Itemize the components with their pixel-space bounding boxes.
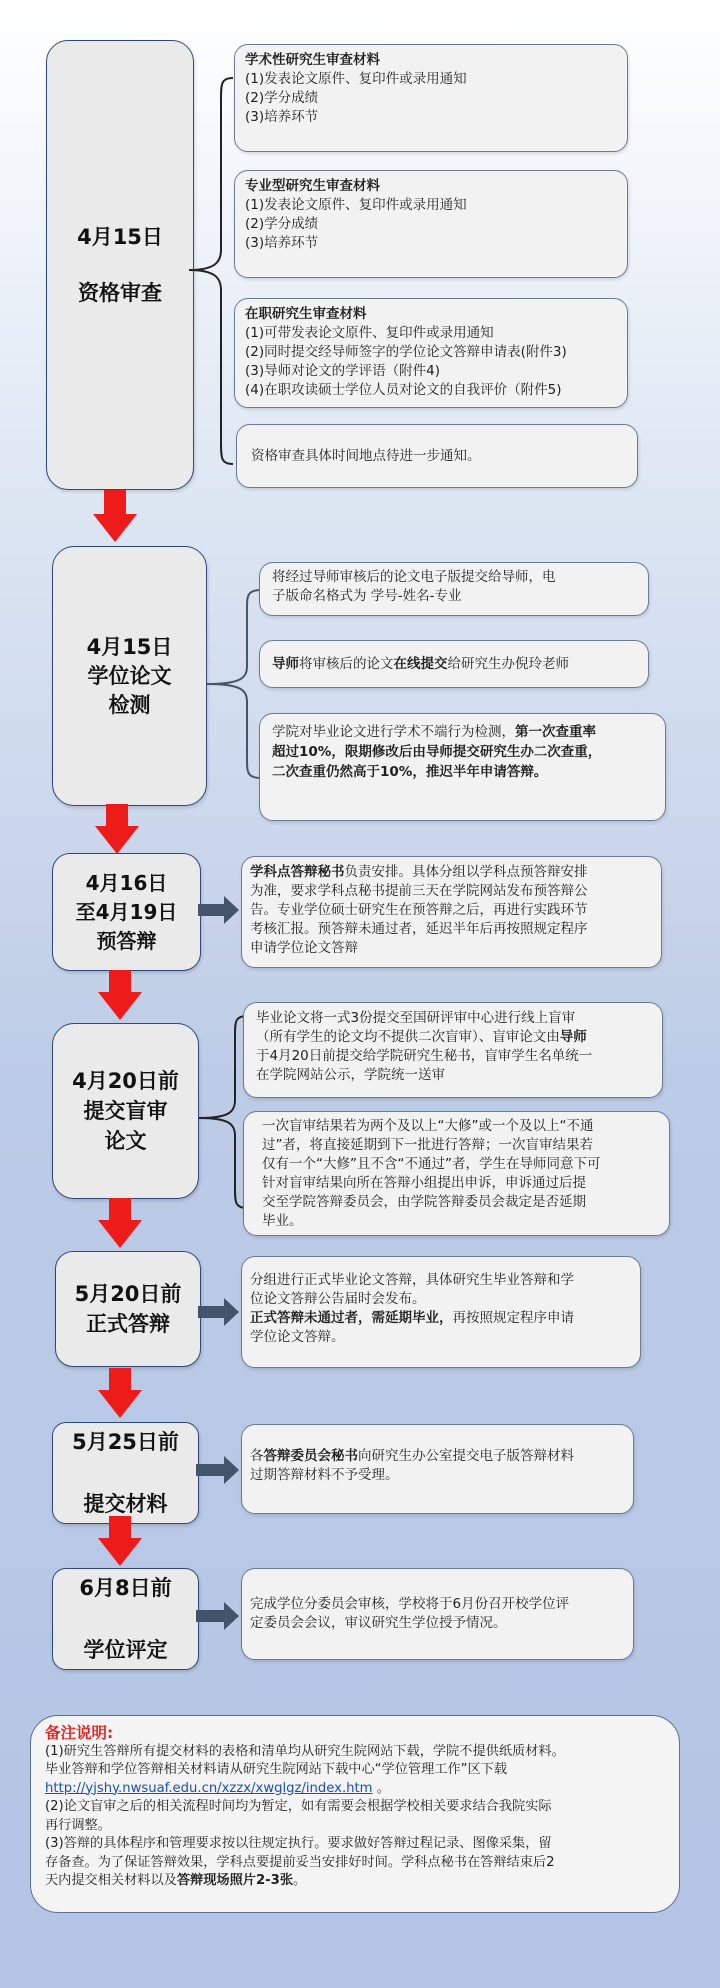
blind-result-line-4: 针对盲审结果向所在答辩小组提出申诉，申诉通过后提 (262, 1175, 586, 1191)
stage-2-title: 学位论文 (87, 663, 172, 688)
academic-item-1: (1)发表论文原件、复印件或录用通知 (245, 71, 467, 87)
inservice-item-4: (4)在职攻读硕士学位人员对论文的自我评价（附件5) (245, 382, 562, 398)
submit-materials-part-1: 各 (250, 1448, 264, 1464)
stage-4-date: 4月20日前 (72, 1069, 179, 1093)
blind-result-line-6: 毕业。 (262, 1213, 303, 1229)
stage-2-title-2: 检测 (108, 692, 151, 717)
formal-defense-box (241, 1256, 641, 1368)
blind-review-line-3: 于4月20日前提交给学院研究生秘书，盲审学生名单统一 (256, 1048, 593, 1064)
online-submit-part-4: 给研究生办倪玲老师 (447, 655, 569, 672)
plagiarism-rule-line-1: 学院对毕业论文进行学术不端行为检测， (272, 724, 515, 740)
submit-materials-part-3: 向研究生办公室提交电子版答辩材料 (358, 1448, 574, 1464)
download-center-link[interactable]: http://yjshy.nwsuaf.edu.cn/xzzx/xwglgz/index.htm (45, 1780, 373, 1796)
notes-title: 备注说明: (45, 1724, 114, 1742)
stage-6-submit-materials (52, 1422, 199, 1524)
inservice-review-title: 在职研究生审查材料 (245, 306, 367, 322)
right-arrow-3 (198, 896, 240, 924)
formal-defense-line-3: 再按照规定程序申请 (452, 1310, 574, 1326)
stage-5-formal-defense (55, 1251, 201, 1367)
right-arrow-6 (196, 1456, 240, 1484)
plagiarism-rule-line-1-bold: 第一次查重率 (515, 724, 596, 740)
down-arrow-1 (92, 490, 138, 542)
brace-stage-2 (203, 586, 263, 786)
plagiarism-rule-box (259, 713, 666, 821)
formal-defense-line-4: 学位论文答辩。 (250, 1329, 345, 1345)
pre-defense-line-5: 申请学位论文答辩 (250, 940, 358, 956)
stage-1-qualification-review (46, 40, 194, 490)
online-submit-part-3: 在线提交 (393, 655, 448, 672)
degree-evaluation-line-1: 完成学位分委员会审核，学校将于6月份召开校学位评 (250, 1596, 570, 1612)
down-arrow-3 (97, 970, 143, 1020)
stage-4-title-2: 论文 (104, 1129, 147, 1153)
brace-stage-1 (185, 70, 235, 470)
degree-evaluation-box (241, 1568, 634, 1660)
stage-3-date-2: 至4月19日 (75, 899, 178, 924)
inservice-item-1: (1)可带发表论文原件、复印件或录用通知 (245, 325, 494, 341)
academic-review-title: 学术性研究生审查材料 (245, 52, 380, 68)
pre-defense-lead: 学科点答辩秘书 (250, 864, 345, 880)
professional-item-2: (2)学分成绩 (245, 216, 319, 232)
blind-result-line-5: 交至学院答辩委员会，由学院答辩委员会裁定是否延期 (262, 1194, 586, 1210)
note-3-line-2: 存备查。为了保证答辩效果，学科点要提前妥当安排好时间。学科点秘书在答辩结束后2 (45, 1854, 555, 1870)
stage-4-blind-review (52, 1023, 199, 1199)
note-3-line-3: 天内提交相关材料以及 (45, 1873, 177, 1888)
professional-item-3: (3)培养环节 (245, 235, 319, 251)
down-arrow-4 (97, 1198, 143, 1248)
online-submit-part-1: 导师 (272, 655, 299, 672)
stage-3-pre-defense (52, 853, 201, 971)
submit-to-supervisor-line-1: 将经过导师审核后的论文电子版提交给导师，电 (272, 569, 556, 585)
brace-stage-4 (195, 1012, 249, 1212)
submit-materials-line-2: 过期答辩材料不予受理。 (250, 1467, 399, 1483)
academic-item-2: (2)学分成绩 (245, 90, 319, 106)
inservice-item-3: (3)导师对论文的学评语（附件4) (245, 363, 440, 379)
blind-review-submit-box (243, 1002, 663, 1098)
pre-defense-line-3: 告。专业学位硕士研究生在预答辩之后，再进行实践环节 (250, 902, 588, 918)
pre-defense-box (241, 856, 662, 968)
stage-7-title: 学位评定 (83, 1638, 168, 1662)
note-1-line-2: 毕业答辩和学位答辩相关材料请从研究生院网站下载中心“学位管理工作”区下载 (45, 1762, 508, 1777)
degree-evaluation-line-2: 定委员会会议，审议研究生学位授予情况。 (250, 1615, 507, 1631)
blind-review-line-1: 毕业论文将一式3份提交至国研评审中心进行线上盲审 (256, 1010, 576, 1026)
down-arrow-6 (97, 1516, 143, 1566)
stage-5-title: 正式答辩 (86, 1312, 170, 1336)
inservice-review-box (234, 298, 628, 408)
stage-2-date: 4月15日 (86, 634, 173, 659)
right-arrow-5 (198, 1298, 240, 1326)
submit-to-supervisor-box (259, 562, 649, 616)
stage-5-date: 5月20日前 (74, 1282, 182, 1306)
stage-1-title: 资格审查 (78, 281, 162, 305)
stage-7-degree-evaluation (52, 1568, 199, 1670)
submit-materials-part-2: 答辩委员会秘书 (263, 1448, 358, 1464)
pre-defense-line-4: 考核汇报。预答辩未通过者，延迟半年后再按照规定程序 (250, 921, 588, 937)
professional-review-title: 专业型研究生审查材料 (245, 178, 380, 194)
professional-item-1: (1)发表论文原件、复印件或录用通知 (245, 197, 467, 213)
right-arrow-7 (196, 1602, 240, 1630)
formal-defense-line-2: 位论文答辩公告届时会发布。 (250, 1291, 426, 1307)
note-2-line-2: 再行调整。 (45, 1817, 111, 1833)
academic-item-3: (3)培养环节 (245, 109, 319, 125)
stage-2-plagiarism-check (52, 546, 207, 806)
stage-7-date: 6月8日前 (79, 1576, 172, 1600)
down-arrow-5 (97, 1368, 143, 1418)
submit-to-supervisor-line-2: 子版命名格式为 学号-姓名-专业 (272, 588, 462, 604)
blind-review-line-2-bold: 导师 (559, 1029, 587, 1045)
submit-materials-box (241, 1424, 634, 1514)
blind-result-line-1: 一次盲审结果若为两个及以上“大修”或一个及以上“不通 (262, 1118, 594, 1134)
stage-4-title: 提交盲审 (83, 1099, 168, 1123)
review-notice-text: 资格审查具体时间地点待进一步通知。 (251, 447, 481, 464)
stage-3-title: 预答辩 (96, 928, 157, 953)
notes-box (30, 1715, 680, 1913)
note-3-end: 。 (293, 1873, 307, 1888)
professional-review-box (234, 170, 628, 278)
blind-result-line-3: 仅有一个“大修”且不含“不通过”者，学生在导师同意下可 (262, 1156, 601, 1172)
note-3-bold: 答辩现场照片2-3张 (176, 1873, 294, 1888)
note-3-line-1: (3)答辩的具体程序和管理要求按以往规定执行。要求做好答辩过程记录、图像采集，留 (45, 1836, 552, 1851)
review-notice-box (236, 424, 638, 488)
stage-3-date: 4月16日 (85, 870, 168, 895)
note-1-line-1: (1)研究生答辩所有提交材料的表格和清单均从研究生院网站下载，学院不提供纸质材料。 (45, 1743, 565, 1759)
blind-review-line-4: 在学院网站公示，学院统一送审 (256, 1067, 445, 1083)
blind-review-line-2: （所有学生的论文均不提供二次盲审）、盲审论文由 (256, 1029, 560, 1045)
blind-review-result-box (243, 1111, 670, 1236)
inservice-item-2: (2)同时提交经导师签字的学位论文答辩申请表(附件3) (245, 344, 567, 360)
note-1-url-suffix: 。 (372, 1780, 390, 1796)
online-submit-box (259, 640, 649, 688)
stage-1-date: 4月15日 (77, 225, 163, 249)
down-arrow-2 (94, 804, 140, 854)
stage-6-date: 5月25日前 (72, 1430, 179, 1454)
blind-result-line-2: 过”者，将直接延期到下一批进行答辩；一次盲审结果若 (262, 1137, 593, 1153)
note-2-line-1: (2)论文盲审之后的相关流程时间均为暂定，如有需要会根据学校相关要求结合我院实际 (45, 1799, 552, 1814)
academic-review-box (234, 44, 628, 152)
online-submit-part-2: 将审核后的论文 (299, 655, 394, 672)
formal-defense-line-1: 分组进行正式毕业论文答辩，具体研究生毕业答辩和学 (250, 1272, 574, 1288)
pre-defense-line-1: 负责安排。具体分组以学科点预答辩安排 (344, 864, 588, 880)
formal-defense-line-3-bold: 正式答辩未通过者，需延期毕业， (250, 1310, 453, 1326)
pre-defense-line-2: 为准，要求学科点秘书提前三天在学院网站发布预答辩公 (250, 883, 588, 899)
stage-6-title: 提交材料 (83, 1492, 168, 1516)
plagiarism-rule-line-2: 超过10%，限期修改后由导师提交研究生办二次查重， (272, 744, 602, 760)
plagiarism-rule-line-3: 二次查重仍然高于10%，推迟半年申请答辩。 (272, 764, 548, 780)
